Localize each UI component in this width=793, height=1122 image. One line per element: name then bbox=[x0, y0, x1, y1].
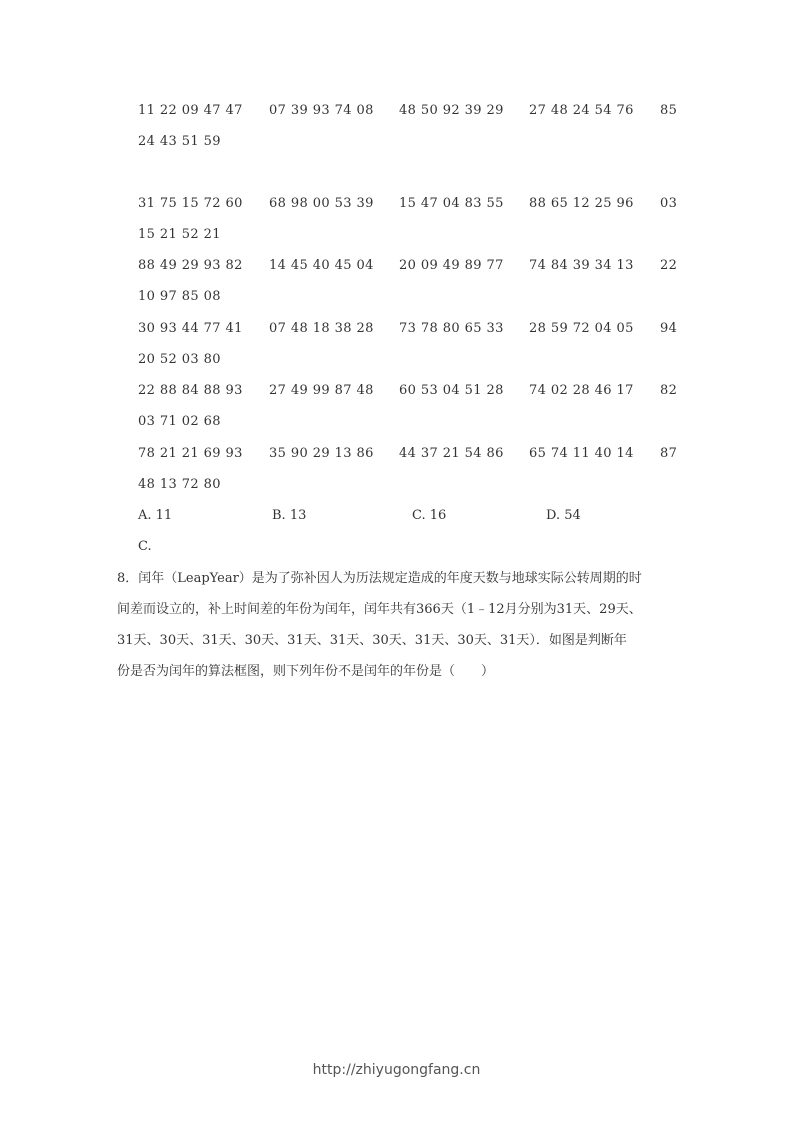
table-row-continuation bbox=[0, 227, 793, 247]
number-group: 24 43 51 59 bbox=[138, 134, 221, 149]
table-row bbox=[0, 446, 793, 466]
question-line: 31天、30天、31天、30天、31天、31天、30天、31天、30天、31天）．如图是判断年 bbox=[117, 633, 627, 648]
table-row-continuation bbox=[0, 289, 793, 309]
number-group: 65 74 11 40 14 bbox=[529, 446, 634, 461]
number-group: 78 21 21 69 93 bbox=[138, 446, 243, 461]
number-group: 11 22 09 47 47 bbox=[138, 103, 243, 118]
number-group: 74 02 28 46 17 bbox=[529, 383, 634, 398]
number-group: 31 75 15 72 60 bbox=[138, 196, 243, 211]
number-group: 35 90 29 13 86 bbox=[269, 446, 374, 461]
number-group: 27 48 24 54 76 bbox=[529, 103, 634, 118]
number-group: 74 84 39 34 13 bbox=[529, 258, 634, 273]
number-group: 14 45 40 45 04 bbox=[269, 258, 374, 273]
number-group: 82 bbox=[660, 383, 678, 398]
table-row bbox=[0, 321, 793, 341]
table-row-continuation bbox=[0, 477, 793, 497]
number-group: 28 59 72 04 05 bbox=[529, 321, 634, 336]
question-line: 间差而设立的，补上时间差的年份为闰年，闰年共有366天（1﹣12月分别为31天、29天、 bbox=[117, 602, 642, 617]
number-group: 20 52 03 80 bbox=[138, 352, 221, 367]
number-group: 44 37 21 54 86 bbox=[399, 446, 504, 461]
number-group: 15 47 04 83 55 bbox=[399, 196, 504, 211]
number-group: 27 49 99 87 48 bbox=[269, 383, 374, 398]
table-row bbox=[0, 196, 793, 216]
number-group: 88 49 29 93 82 bbox=[138, 258, 243, 273]
number-group: 73 78 80 65 33 bbox=[399, 321, 504, 336]
table-row bbox=[0, 103, 793, 123]
number-group: 94 bbox=[660, 321, 678, 336]
number-group: 07 39 93 74 08 bbox=[269, 103, 374, 118]
number-group: 03 71 02 68 bbox=[138, 414, 221, 429]
number-group: 22 bbox=[660, 258, 678, 273]
number-group: 48 50 92 39 29 bbox=[399, 103, 504, 118]
number-group: 22 88 84 88 93 bbox=[138, 383, 243, 398]
table-row bbox=[0, 383, 793, 403]
option-a: A. 11 bbox=[138, 508, 173, 523]
number-group: 68 98 00 53 39 bbox=[269, 196, 374, 211]
option-d: D. 54 bbox=[546, 508, 581, 523]
answer-text: C. bbox=[138, 539, 152, 554]
number-group: 30 93 44 77 41 bbox=[138, 321, 243, 336]
table-row-continuation bbox=[0, 134, 793, 154]
number-group: 03 bbox=[660, 196, 678, 211]
number-group: 87 bbox=[660, 446, 678, 461]
footer-url: http://zhiyugongfang.cn bbox=[312, 1062, 481, 1078]
question-line: 份是否为闰年的算法框图，则下列年份不是闰年的年份是（ ） bbox=[117, 664, 495, 679]
question-line: 8．闰年（LeapYear）是为了弥补因人为历法规定造成的年度天数与地球实际公转周期的时 bbox=[117, 571, 642, 586]
number-group: 48 13 72 80 bbox=[138, 477, 221, 492]
number-group: 85 bbox=[660, 103, 678, 118]
question-8 bbox=[117, 563, 687, 687]
table-row-continuation bbox=[0, 352, 793, 372]
number-group: 88 65 12 25 96 bbox=[529, 196, 634, 211]
option-c: C. 16 bbox=[412, 508, 447, 523]
number-group: 60 53 04 51 28 bbox=[399, 383, 504, 398]
table-row-continuation bbox=[0, 414, 793, 434]
table-row bbox=[0, 258, 793, 278]
number-group: 10 97 85 08 bbox=[138, 289, 221, 304]
number-group: 20 09 49 89 77 bbox=[399, 258, 504, 273]
number-group: 07 48 18 38 28 bbox=[269, 321, 374, 336]
number-group: 15 21 52 21 bbox=[138, 227, 221, 242]
option-b: B. 13 bbox=[272, 508, 307, 523]
